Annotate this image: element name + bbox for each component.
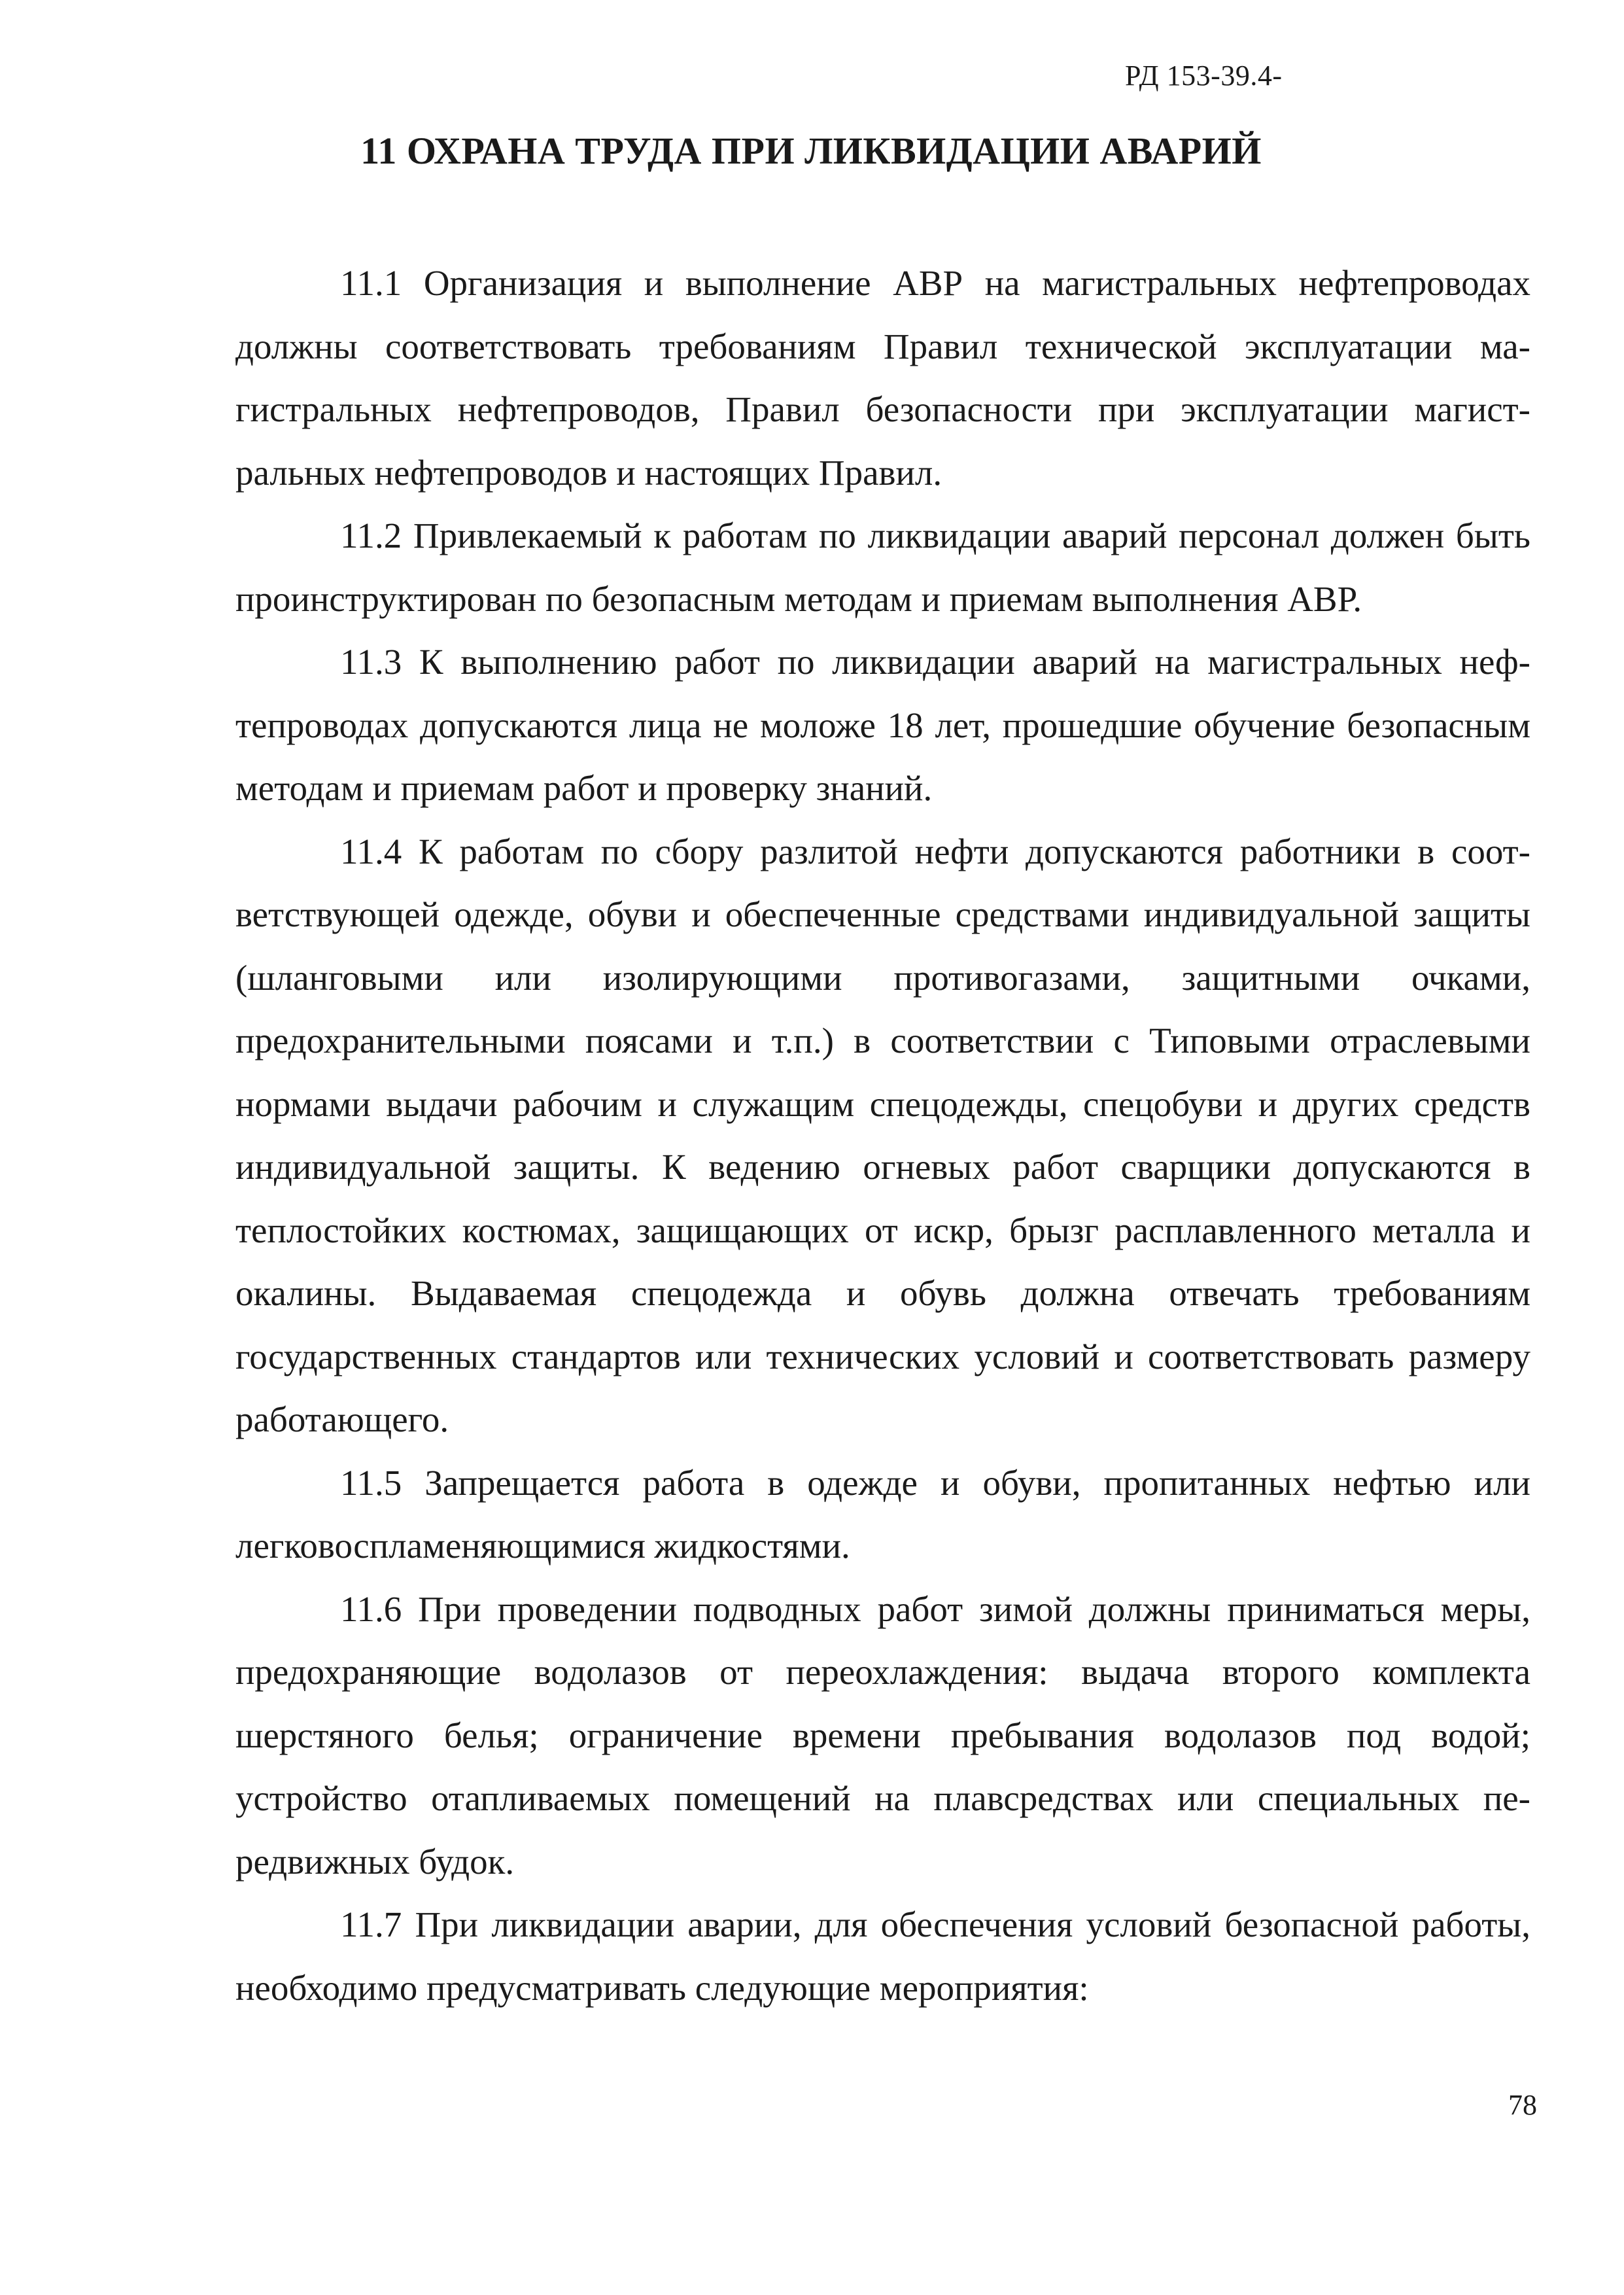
paragraph-11-6: 11.6 При проведении подводных работ зимой должны приниматься меры, предохраняющие водолазов от переохлаждения: выдача второго комплекта шерстяного белья; ограничение времени пребывания водолазов под водой; устройство отапливаемых помещений на плавсредствах или специальных передвижных будок.: [235, 1588, 1530, 1882]
paragraph-11-7: 11.7 При ликвидации аварии, для обеспечения условий безопасной работы, необходимо предусматривать следующие мероприятия:: [235, 1904, 1530, 2008]
paragraph-11-3: 11.3 К выполнению работ по ликвидации аварий на магистральных нефтепроводах допускаются лица не моложе 18 лет, прошедшие обучение безопасным методам и приемам работ и проверку знаний.: [235, 642, 1530, 808]
paragraph-11-2: 11.2 Привлекаемый к работам по ликвидации аварий персонал должен быть проинструктирован по безопасным методам и приемам выполнения АВР.: [235, 516, 1530, 619]
section-title: 11 ОХРАНА ТРУДА ПРИ ЛИКВИДАЦИИ АВАРИЙ: [360, 130, 1262, 172]
paragraph-11-5: 11.5 Запрещается работа в одежде и обуви, пропитанных нефтью или легковоспламеняющимися жидкостями.: [235, 1462, 1530, 1566]
document-code: РД 153-39.4-: [1125, 60, 1283, 92]
section-body: [235, 252, 1530, 2020]
paragraph-11-1: 11.1 Организация и выполнение АВР на магистральных нефтепроводах должны соответствовать требованиям Правил технической эксплуатации магистральных нефтепроводов, Правил безопасности при эксплуатации магистральных нефтепроводов и настоящих Правил.: [235, 263, 1530, 493]
paragraph-11-4: 11.4 К работам по сбору разлитой нефти допускаются работники в соответствующей одежде, обуви и обеспеченные средствами индивидуальной защиты (шланговыми или изолирующими противогазами, защитными очками, предохранительными поясами и т.п.) в соответствии с Типовыми отраслевыми нормами выдачи рабочим и служащим спецодежды, спецобуви и других средств индивидуальной защиты. К ведению огневых работ сварщики допускаются в теплостойких костюмах, защищающих от искр, брызг расплавленного металла и окалины. Выдаваемая спецодежда и обувь должна отвечать требованиям государственных стандартов или технических условий и соответствовать размеру работающего.: [235, 831, 1530, 1439]
page-number: 78: [1508, 2089, 1537, 2121]
